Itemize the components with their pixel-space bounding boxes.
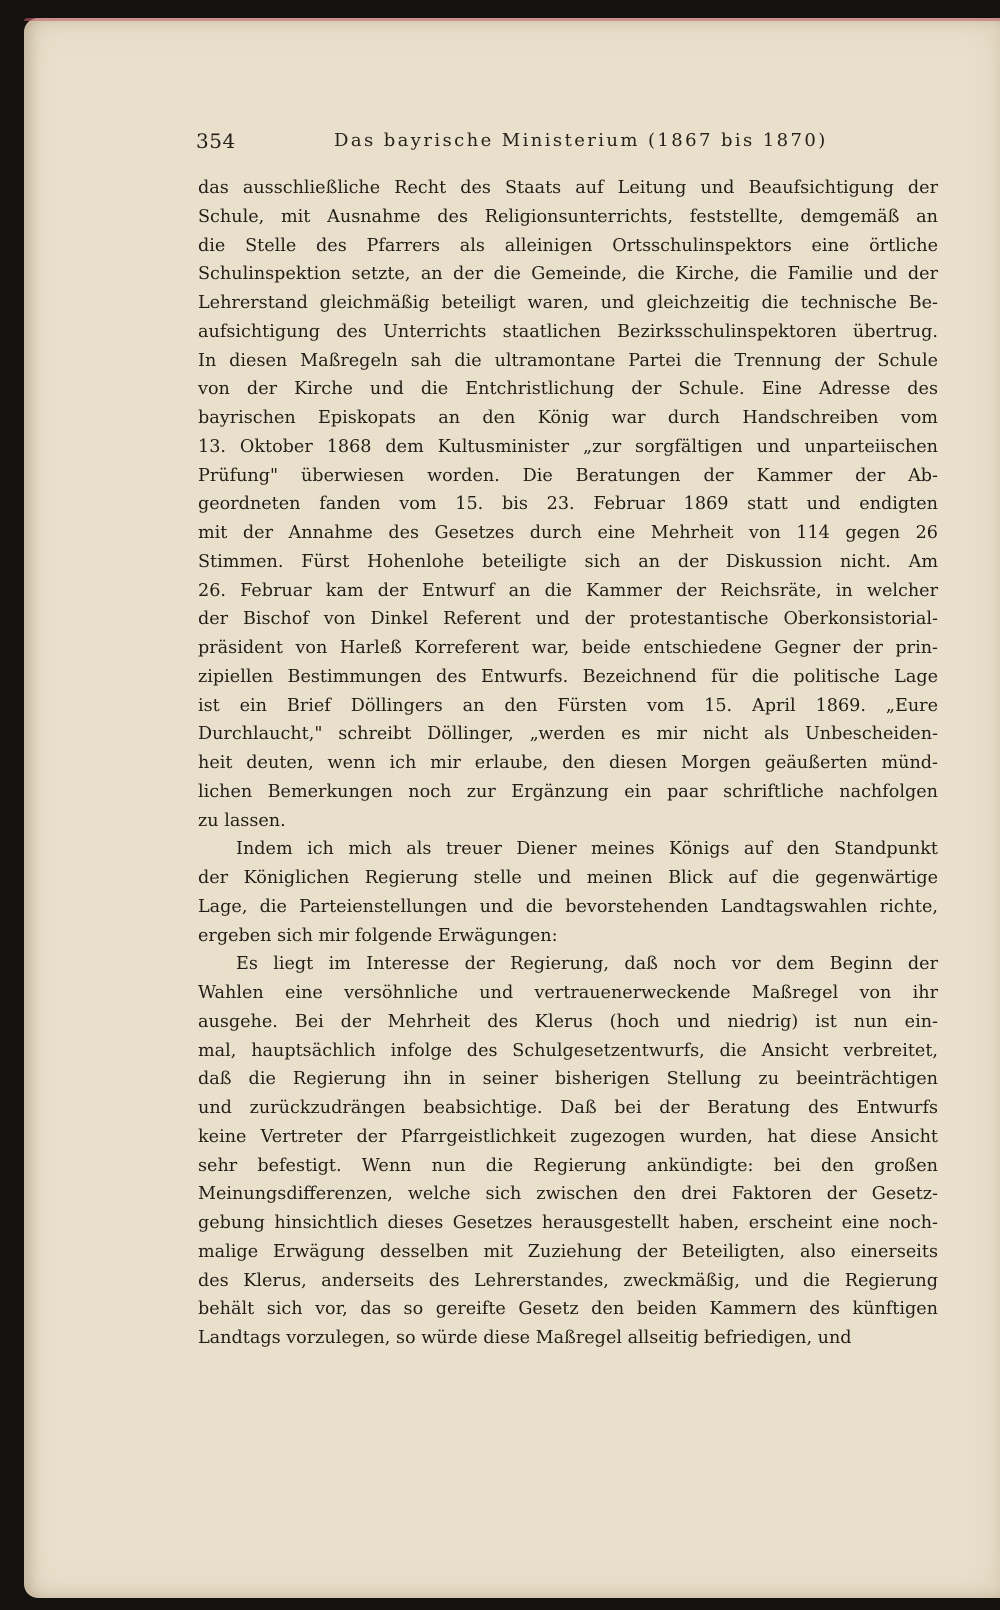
text-line: Durchlaucht," schreibt Döllinger, „werden es mir nicht als Unbescheiden- (198, 724, 938, 745)
text-line: Indem ich mich als treuer Diener meines Königs auf den Standpunkt (236, 839, 938, 860)
text-line: geordneten fanden vom 15. bis 23. Februar 1869 statt und endigten (198, 494, 938, 515)
text-line: zu lassen. (198, 810, 286, 831)
text-line: von der Kirche und die Entchristlichung der Schule. Eine Adresse des (198, 379, 938, 400)
text-line: das ausschließliche Recht des Staats auf Leitung und Beaufsichtigung der (198, 178, 938, 198)
body-text (198, 174, 938, 1353)
text-line: 13. Oktober 1868 dem Kultusminister „zur sorgfältigen und unparteiischen (198, 436, 938, 457)
text-line: Meinungsdifferenzen, welche sich zwischen den drei Faktoren der Gesetz- (198, 1184, 938, 1205)
text-line: Stimmen. Fürst Hohenlohe beteiligte sich an der Diskussion nicht. Am (198, 551, 938, 572)
text-line: 26. Februar kam der Entwurf an die Kammer der Reichsräte, in welcher (198, 580, 938, 601)
text-line: ergeben sich mir folgende Erwägungen: (198, 925, 558, 946)
text-line: bayrischen Episkopats an den König war durch Handschreiben vom (198, 408, 938, 428)
text-line: Lage, die Parteienstellungen und die bevorstehenden Landtagswahlen richte, (198, 896, 938, 917)
text-line: Wahlen eine versöhnliche und vertrauenerweckende Maßregel von ihr (198, 983, 938, 1003)
text-line: ist ein Brief Döllingers an den Fürsten vom 15. April 1869. „Eure (198, 695, 938, 716)
text-line: Landtags vorzulegen, so würde diese Maßregel allseitig befriedigen, und (198, 1328, 852, 1348)
text-line: des Klerus, anderseits des Lehrerstandes, zweckmäßig, und die Regierung (198, 1270, 938, 1291)
text-line: aufsichtigung des Unterrichts staatlichen Bezirksschulinspektoren übertrug. (198, 321, 938, 342)
text-line: sehr befestigt. Wenn nun die Regierung ankündigte: bei den großen (198, 1155, 938, 1176)
text-line: zipiellen Bestimmungen des Entwurfs. Bezeichnend für die politische Lage (198, 666, 938, 687)
text-line: mit der Annahme des Gesetzes durch eine Mehrheit von 114 gegen 26 (198, 523, 938, 543)
text-line: heit deuten, wenn ich mir erlaube, den diesen Morgen geäußerten münd- (198, 753, 938, 773)
text-line: mal, hauptsächlich infolge des Schulgesetzentwurfs, die Ansicht verbreitet, (198, 1040, 938, 1061)
text-line: gebung hinsichtlich dieses Gesetzes herausgestellt haben, erscheint eine noch- (198, 1213, 938, 1233)
text-line: In diesen Maßregeln sah die ultramontane Partei die Trennung der Schule (198, 350, 938, 371)
text-line: Es liegt im Interesse der Regierung, daß noch vor dem Beginn der (236, 954, 938, 975)
text-line: Prüfung" überwiesen worden. Die Beratungen der Kammer der Ab- (198, 465, 938, 486)
text-line: Lehrerstand gleichmäßig beteiligt waren, und gleichzeitig die technische Be- (198, 293, 938, 313)
text-line: lichen Bemerkungen noch zur Ergänzung ein paar schriftliche nachfolgen (198, 781, 938, 802)
text-line: malige Erwägung desselben mit Zuziehung der Beteiligten, also einerseits (198, 1241, 938, 1262)
text-line: der Bischof von Dinkel Referent und der protestantische Oberkonsistorial- (198, 609, 938, 630)
text-line: daß die Regierung ihn in seiner bisherigen Stellung zu beeinträchtigen (198, 1069, 938, 1090)
text-line: präsident von Harleß Korreferent war, beide entschiedene Gegner der prin- (198, 638, 938, 658)
page-number: 354 (196, 129, 236, 153)
page-top-edge (24, 18, 1000, 21)
text-line: ausgehe. Bei der Mehrheit des Klerus (hoch und niedrig) ist nun ein- (198, 1011, 938, 1032)
text-line: und zurückzudrängen beabsichtige. Daß bei der Beratung des Entwurfs (198, 1098, 938, 1118)
page-header (196, 127, 936, 161)
text-line: Schulinspektion setzte, an der die Gemeinde, die Kirche, die Familie und der (198, 264, 938, 285)
text-line: Schule, mit Ausnahme des Religionsunterrichts, feststellte, demgemäß an (198, 206, 938, 227)
text-line: die Stelle des Pfarrers als alleinigen Ortsschulinspektors eine örtliche (198, 235, 938, 256)
running-head: Das bayrische Ministerium (1867 bis 1870) (334, 130, 828, 151)
text-line: keine Vertreter der Pfarrgeistlichkeit zugezogen wurden, hat diese Ansicht (198, 1126, 938, 1147)
text-line: der Königlichen Regierung stelle und meinen Blick auf die gegenwärtige (198, 868, 938, 888)
text-line: behält sich vor, das so gereifte Gesetz den beiden Kammern des künftigen (198, 1299, 938, 1320)
